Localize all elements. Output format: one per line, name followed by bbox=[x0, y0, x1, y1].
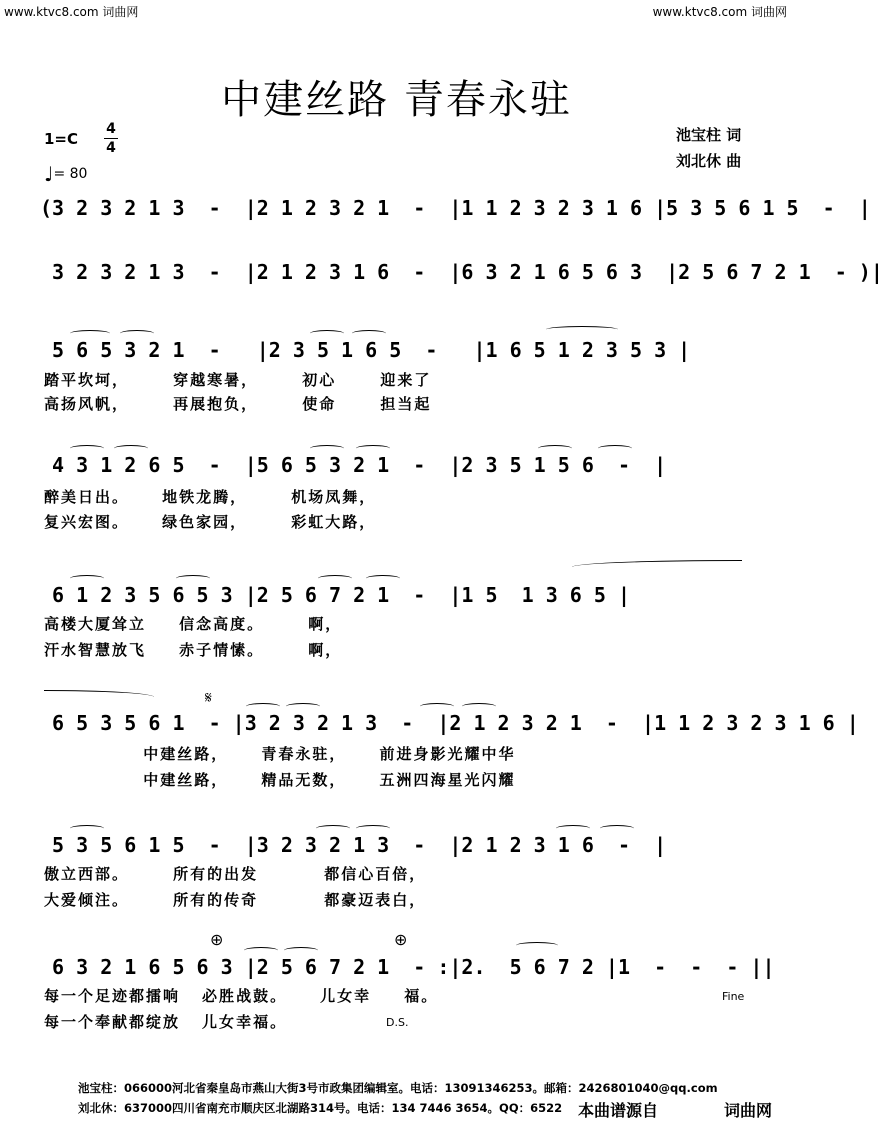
score-system-5: 6 1 2 3 5 6 5 3 |2 5 6 7 2 1 - |1 5 1 3 6 5 | bbox=[40, 583, 631, 607]
slur bbox=[316, 825, 350, 832]
quarter-note-icon: ♩ bbox=[44, 162, 54, 186]
lyric-verse-1: 踏平坎坷， 穿越寒暑， 初心 迎来了 bbox=[44, 371, 432, 389]
slur bbox=[462, 703, 496, 710]
fine-marking: Fine bbox=[722, 990, 745, 1003]
slur bbox=[516, 942, 558, 949]
slur bbox=[538, 445, 572, 452]
time-signature-bottom: 4 bbox=[106, 140, 116, 156]
slur bbox=[176, 575, 210, 582]
lyric-verse-1: 醉美日出。 地铁龙腾， 机场凤舞， bbox=[44, 488, 377, 506]
lyric-verse-1: 高楼大厦耸立 信念高度。 啊， bbox=[44, 615, 343, 633]
lyric-verse-2: 复兴宏图。 绿色家园， 彩虹大路， bbox=[44, 513, 377, 531]
watermark-source: 本曲谱源自 bbox=[578, 1101, 659, 1120]
tie bbox=[572, 560, 742, 567]
score-system-1: (3 2 3 2 1 3 - |2 1 2 3 2 1 - |1 1 2 3 2 3 1 6 |5 3 5 6 1 5 - | bbox=[40, 196, 871, 220]
slur bbox=[286, 703, 320, 710]
lyricist-credit: 池宝柱 词 bbox=[676, 126, 742, 144]
slur bbox=[318, 575, 352, 582]
slur bbox=[246, 703, 280, 710]
slur bbox=[70, 825, 104, 832]
lyric-verse-2: 汗水智慧放飞 赤子情愫。 啊， bbox=[44, 641, 343, 659]
lyric-verse-1: 每一个足迹都擂响 必胜战鼓。 儿女幸 福。 bbox=[44, 987, 439, 1005]
lyric-verse-2: 中建丝路， 精品无数， 五洲四海星光闪耀 bbox=[44, 771, 516, 789]
slur bbox=[600, 825, 634, 832]
slur bbox=[546, 326, 618, 333]
slur bbox=[70, 575, 104, 582]
header-site-left[interactable]: www.ktvc8.com 词曲网 bbox=[4, 5, 139, 19]
time-signature-top: 4 bbox=[106, 121, 116, 137]
slur bbox=[356, 825, 390, 832]
score-system-2: 3 2 3 2 1 3 - |2 1 2 3 1 6 - |6 3 2 1 6 5 6 3 |2 5 6 7 2 1 - )| bbox=[40, 260, 883, 284]
score-system-3: 5 6 5 3 2 1 - |2 3 5 1 6 5 - |1 6 5 1 2 3 5 3 | bbox=[40, 338, 691, 362]
score-system-8: 6 3 2 1 6 5 6 3 |2 5 6 7 2 1 - :|2. 5 6 7 2 |1 - - - || bbox=[40, 955, 775, 979]
slur bbox=[556, 825, 590, 832]
score-system-7: 5 3 5 6 1 5 - |3 2 3 2 1 3 - |2 1 2 3 1 6 - | bbox=[40, 833, 667, 857]
slur bbox=[598, 445, 632, 452]
key-signature: 1=C bbox=[44, 130, 79, 148]
score-system-6: 6 5 3 5 6 1 - |3 2 3 2 1 3 - |2 1 2 3 2 1 - |1 1 2 3 2 3 1 6 | bbox=[40, 711, 859, 735]
lyric-verse-2: 高扬风帆， 再展抱负， 使命 担当起 bbox=[44, 395, 432, 413]
slur bbox=[366, 575, 400, 582]
composer-credit: 刘北休 曲 bbox=[676, 152, 742, 170]
footer-contact-composer: 刘北休：637000四川省南充市顺庆区北湖路314号。电话：134 7446 3654。QQ：6522 bbox=[78, 1101, 563, 1115]
tempo-value: = 80 bbox=[53, 166, 88, 182]
slur bbox=[284, 947, 318, 954]
coda-icon: ⊕ bbox=[394, 930, 408, 949]
slur bbox=[70, 330, 110, 337]
coda-icon: ⊕ bbox=[210, 930, 224, 949]
slur bbox=[244, 947, 278, 954]
lyric-verse-2: 每一个奉献都绽放 儿女幸福。 bbox=[44, 1013, 288, 1031]
lyric-verse-1: 傲立西部。 所有的出发 都信心百倍， bbox=[44, 865, 427, 883]
slur bbox=[114, 445, 148, 452]
watermark-site: 词曲网 bbox=[724, 1101, 773, 1120]
slur bbox=[70, 445, 104, 452]
score-system-4: 4 3 1 2 6 5 - |5 6 5 3 2 1 - |2 3 5 1 5 6 - | bbox=[40, 453, 667, 477]
slur bbox=[356, 445, 390, 452]
time-signature bbox=[104, 120, 118, 157]
tie bbox=[44, 690, 154, 697]
lyric-verse-1: 中建丝路， 青春永驻， 前进身影光耀中华 bbox=[44, 745, 516, 763]
footer-contact-lyricist: 池宝柱：066000河北省秦皇岛市燕山大街3号市政集团编辑室。电话：13091346253。邮箱：2426801040@qq.com bbox=[78, 1081, 718, 1095]
slur bbox=[352, 330, 386, 337]
slur bbox=[310, 445, 344, 452]
slur bbox=[420, 703, 454, 710]
lyric-verse-2: 大爱倾注。 所有的传奇 都豪迈表白， bbox=[44, 891, 427, 909]
ds-marking: D.S. bbox=[386, 1016, 409, 1029]
header-site-right[interactable]: www.ktvc8.com 词曲网 bbox=[652, 5, 787, 19]
slur bbox=[120, 330, 154, 337]
page-title: 中建丝路 青春永驻 bbox=[221, 77, 572, 123]
slur bbox=[310, 330, 344, 337]
segno-icon: 𝄋 bbox=[205, 688, 212, 707]
tempo-marking bbox=[44, 162, 87, 186]
